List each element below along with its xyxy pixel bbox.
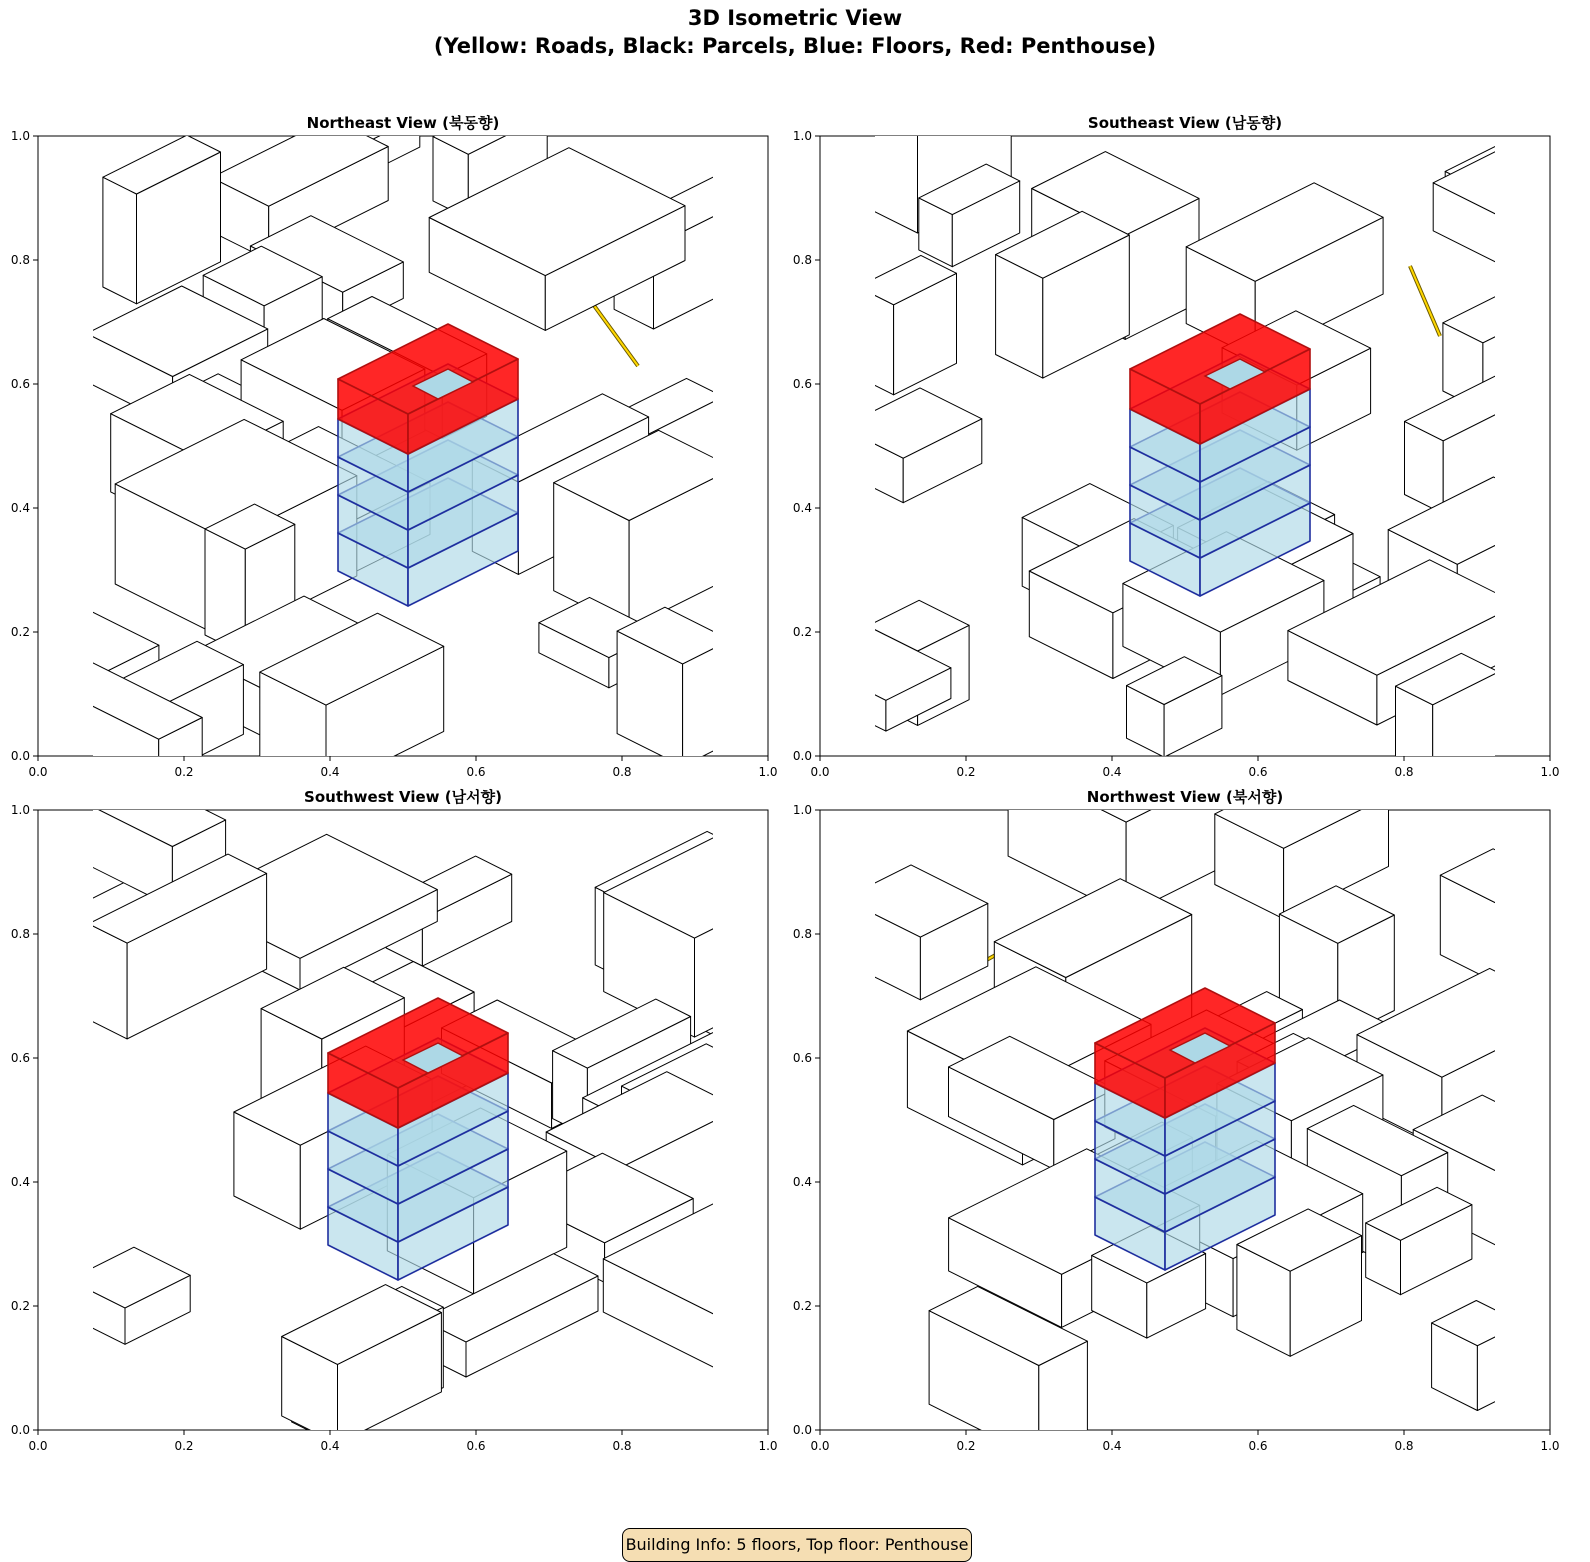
x-tick-label: 0.8 xyxy=(612,1439,631,1453)
y-tick-label: 0.0 xyxy=(793,1423,812,1437)
x-tick-label: 0.4 xyxy=(320,1439,339,1453)
y-tick-label: 0.6 xyxy=(793,377,812,391)
x-tick-label: 0.0 xyxy=(810,1439,829,1453)
x-tick-label: 1.0 xyxy=(758,765,777,779)
y-tick-label: 0.6 xyxy=(793,1051,812,1065)
y-tick-label: 0.8 xyxy=(11,253,30,267)
parcel-building xyxy=(849,52,1011,133)
y-tick-label: 0.4 xyxy=(11,1175,30,1189)
y-tick-label: 0.2 xyxy=(11,1299,30,1313)
building-info-box: Building Info: 5 floors, Top floor: Penthouse xyxy=(622,1528,972,1562)
x-tick-label: 0.6 xyxy=(466,765,485,779)
y-tick-label: 0.4 xyxy=(11,501,30,515)
y-tick-label: 0.8 xyxy=(11,927,30,941)
view-title-ne: Northeast View (북동향) xyxy=(307,114,500,132)
y-tick-label: 0.4 xyxy=(793,1175,812,1189)
x-tick-label: 0.2 xyxy=(174,1439,193,1453)
x-tick-label: 1.0 xyxy=(1540,1439,1559,1453)
x-tick-label: 1.0 xyxy=(758,1439,777,1453)
view-title-se: Southeast View (남동향) xyxy=(1088,114,1282,132)
y-tick-label: 0.2 xyxy=(793,1299,812,1313)
x-tick-label: 0.4 xyxy=(320,765,339,779)
x-tick-label: 0.6 xyxy=(466,1439,485,1453)
parcel-building xyxy=(103,177,137,304)
x-tick-label: 0.2 xyxy=(956,765,975,779)
y-tick-label: 0.6 xyxy=(11,1051,30,1065)
x-tick-label: 0.4 xyxy=(1102,765,1121,779)
x-tick-label: 0.4 xyxy=(1102,1439,1121,1453)
y-tick-label: 0.2 xyxy=(793,625,812,639)
x-tick-label: 0.6 xyxy=(1248,1439,1267,1453)
y-tick-label: 1.0 xyxy=(11,129,30,143)
figure-title-line2: (Yellow: Roads, Black: Parcels, Blue: Floors, Red: Penthouse) xyxy=(0,34,1590,58)
panel-nw xyxy=(793,712,1590,1460)
y-tick-label: 0.0 xyxy=(793,749,812,763)
panel-sw xyxy=(5,729,903,1454)
parcel-building xyxy=(1396,686,1433,801)
x-tick-label: 0.8 xyxy=(1394,765,1413,779)
figure-title-line1: 3D Isometric View xyxy=(0,6,1590,30)
x-tick-label: 0.0 xyxy=(28,765,47,779)
panel-se xyxy=(776,52,1590,801)
x-tick-label: 0.8 xyxy=(1394,1439,1413,1453)
y-tick-label: 0.0 xyxy=(11,1423,30,1437)
y-tick-label: 0.2 xyxy=(11,625,30,639)
view-title-nw: Northwest View (북서향) xyxy=(1087,788,1283,806)
panel-ne xyxy=(0,97,801,808)
parcel-building xyxy=(89,924,128,1039)
y-tick-label: 1.0 xyxy=(793,803,812,817)
x-tick-label: 0.0 xyxy=(810,765,829,779)
x-tick-label: 0.0 xyxy=(28,1439,47,1453)
y-tick-label: 1.0 xyxy=(11,803,30,817)
x-tick-label: 1.0 xyxy=(1540,765,1559,779)
y-tick-label: 0.8 xyxy=(793,253,812,267)
x-tick-label: 0.6 xyxy=(1248,765,1267,779)
y-tick-label: 0.6 xyxy=(11,377,30,391)
x-tick-label: 0.8 xyxy=(612,765,631,779)
y-tick-label: 1.0 xyxy=(793,129,812,143)
y-tick-label: 0.4 xyxy=(793,501,812,515)
y-tick-label: 0.0 xyxy=(11,749,30,763)
x-tick-label: 0.2 xyxy=(174,765,193,779)
y-tick-label: 0.8 xyxy=(793,927,812,941)
view-title-sw: Southwest View (남서향) xyxy=(304,788,502,806)
x-tick-label: 0.2 xyxy=(956,1439,975,1453)
